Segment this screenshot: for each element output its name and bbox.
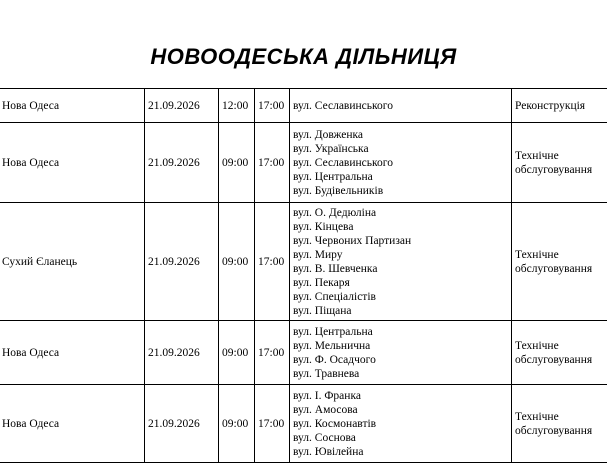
street-name: вул. Червоних Партизан (293, 234, 412, 247)
street-name: вул. Пекаря (293, 276, 350, 289)
table-row (0, 203, 607, 321)
street-name: вул. Миру (293, 248, 343, 261)
locality-cell: Нова Одеса (0, 321, 145, 385)
start-time-cell: 09:00 (219, 123, 255, 203)
works-type-cell: Технічне обслуговування (512, 203, 607, 321)
table-row (0, 89, 607, 123)
locality-cell: Сухий Єланець (0, 203, 145, 321)
date-cell: 21.09.2026 (145, 385, 219, 463)
table-row (0, 123, 607, 203)
streets-cell (290, 203, 512, 321)
streets-cell (290, 321, 512, 385)
end-time-cell: 17:00 (255, 203, 290, 321)
date-cell: 21.09.2026 (145, 321, 219, 385)
works-type-cell: Технічне обслуговування (512, 385, 607, 463)
street-name: вул. Спеціалістів (293, 290, 376, 303)
streets-cell (290, 89, 512, 123)
table-row (0, 385, 607, 463)
outage-schedule-table (0, 88, 607, 463)
street-name: вул. Травнева (293, 367, 360, 380)
street-name: вул. Мельнична (293, 339, 371, 352)
works-type-cell: Реконструкція (512, 89, 607, 123)
street-name: вул. В. Шевченка (293, 262, 378, 275)
street-name: вул. Довженка (293, 128, 364, 141)
street-name: вул. Космонавтів (293, 417, 377, 430)
street-name: вул. Центральна (293, 325, 373, 338)
date-cell: 21.09.2026 (145, 203, 219, 321)
street-name: вул. Будівельників (293, 184, 384, 197)
start-time-cell: 09:00 (219, 203, 255, 321)
start-time-cell: 12:00 (219, 89, 255, 123)
street-name: вул. Сеславинського (293, 99, 393, 112)
street-name: вул. Ювілейна (293, 445, 364, 458)
locality-cell: Нова Одеса (0, 89, 145, 123)
streets-cell (290, 123, 512, 203)
street-name: вул. Центральна (293, 170, 373, 183)
page-title: НОВООДЕСЬКА ДІЛЬНИЦЯ (150, 44, 457, 69)
street-name: вул. Кінцева (293, 220, 354, 233)
street-name: вул. Соснова (293, 431, 356, 444)
table-row (0, 321, 607, 385)
street-name: вул. Амосова (293, 403, 358, 416)
works-type-cell: Технічне обслуговування (512, 123, 607, 203)
end-time-cell: 17:00 (255, 321, 290, 385)
start-time-cell: 09:00 (219, 321, 255, 385)
date-cell: 21.09.2026 (145, 89, 219, 123)
locality-cell: Нова Одеса (0, 385, 145, 463)
street-name: вул. Піщана (293, 304, 352, 317)
locality-cell: Нова Одеса (0, 123, 145, 203)
street-name: вул. О. Дедюліна (293, 206, 377, 219)
date-cell: 21.09.2026 (145, 123, 219, 203)
end-time-cell: 17:00 (255, 89, 290, 123)
works-type-cell: Технічне обслуговування (512, 321, 607, 385)
streets-cell (290, 385, 512, 463)
end-time-cell: 17:00 (255, 385, 290, 463)
start-time-cell: 09:00 (219, 385, 255, 463)
end-time-cell: 17:00 (255, 123, 290, 203)
street-name: вул. І. Франка (293, 389, 361, 402)
street-name: вул. Ф. Осадчого (293, 353, 376, 366)
street-name: вул. Українська (293, 142, 369, 155)
street-name: вул. Сеславинського (293, 156, 393, 169)
